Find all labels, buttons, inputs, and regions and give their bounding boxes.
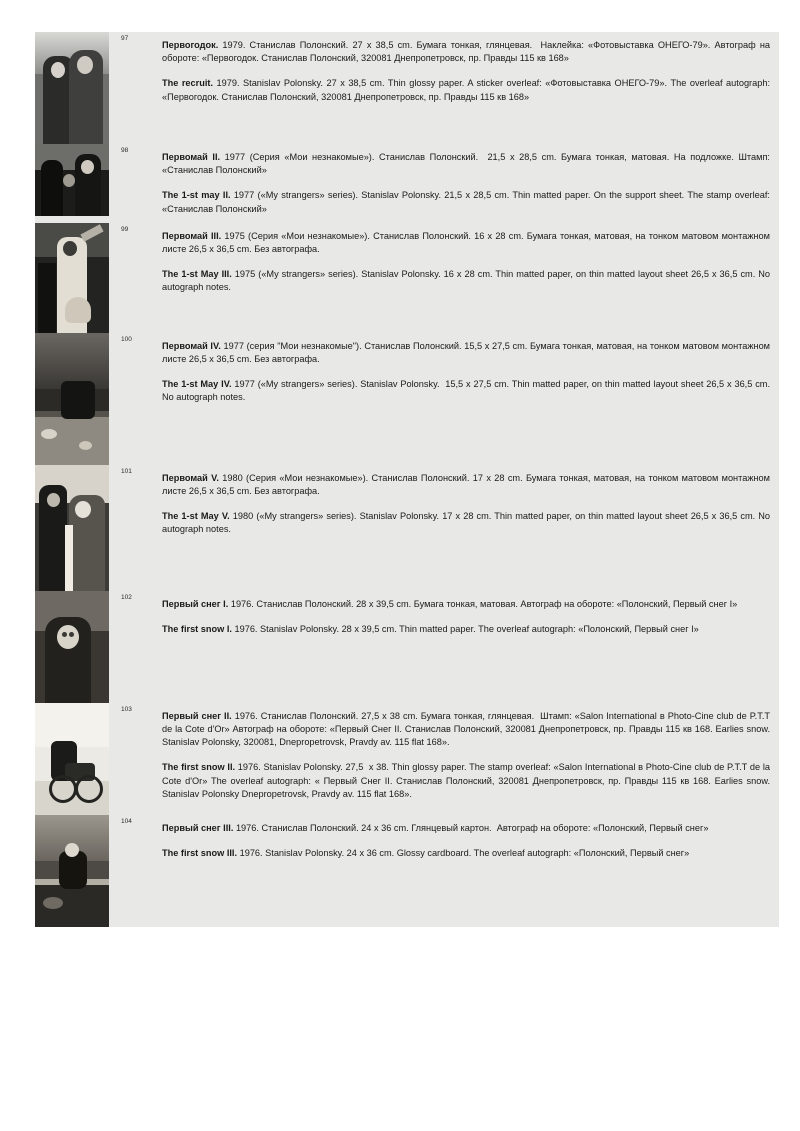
photo-face-right <box>81 160 94 174</box>
entry-description <box>152 32 779 144</box>
entry-title-ru: Первый снег I. <box>162 598 229 609</box>
photo-face-right <box>75 501 91 518</box>
catalog-number: 100 <box>119 333 152 465</box>
entry-description <box>152 591 779 703</box>
catalog-number: 104 <box>119 815 152 927</box>
entry-text-en: The 1-st May III. 1975 («My strangers» series). Stanislav Polonsky. 16 х 28 cm. Thin matted paper, on thin matted layout sheet 26,5 х 36,5 cm. No autograph notes. <box>162 269 771 293</box>
thumbnail-cell <box>35 223 119 333</box>
table-row <box>35 144 779 223</box>
entry-description <box>152 815 779 927</box>
entry-title-ru: Первый снег III. <box>162 822 234 833</box>
photo-snow-patch <box>43 897 63 909</box>
entry-description <box>152 703 779 815</box>
photo-face-center <box>57 625 79 649</box>
table-row <box>35 815 779 927</box>
photo-figure-center <box>61 381 95 419</box>
table-row <box>35 465 779 591</box>
entry-title-en: The 1-st May III. <box>162 269 232 280</box>
entry-title-en: The recruit. <box>162 78 213 89</box>
entry-text-ru: Первомай II. 1977 (Серия «Мои незнакомые»). Станислав Полонский. 21,5 х 28,5 cm. Бумага тонкая, матовая. На подложке. Штамп: «Станислав Полонский» <box>162 152 770 176</box>
photo-thumbnail-the-recruit[interactable] <box>35 32 109 144</box>
entry-title-ru: Первомай IV. <box>162 340 221 351</box>
photo-eye-left <box>62 632 67 637</box>
entry-title-en: The 1-st may II. <box>162 190 231 201</box>
entry-title-en: The first snow III. <box>162 848 238 859</box>
photo-stone-right <box>79 441 92 450</box>
thumbnail-cell <box>35 333 119 465</box>
catalog-number: 102 <box>119 591 152 703</box>
photo-eye-right <box>69 632 74 637</box>
thumbnail-cell <box>35 465 119 591</box>
table-row <box>35 32 779 144</box>
table-row <box>35 333 779 465</box>
table-row <box>35 223 779 333</box>
photo-figure-left <box>41 160 63 216</box>
catalog-number: 98 <box>119 144 152 223</box>
entry-title-ru: Первомай II. <box>162 152 221 162</box>
entry-title-en: The first snow II. <box>162 762 236 773</box>
entry-title-ru: Первомай V. <box>162 472 219 483</box>
photo-wheel-front <box>49 775 77 803</box>
table-row <box>35 703 779 815</box>
catalog-number: 97 <box>119 32 152 144</box>
thumbnail-cell <box>35 591 119 703</box>
photo-skirt <box>65 297 91 323</box>
entry-text-en: The first snow III. 1976. Stanislav Polonsky. 24 х 36 cm. Glossy cardboard. The overleaf autograph: «Полонский, Первый снег» <box>162 848 690 859</box>
catalog-table <box>35 32 779 927</box>
photo-thumbnail-first-snow-1[interactable] <box>35 591 109 703</box>
photo-face-left <box>51 62 65 78</box>
entry-text-ru: Первомай III. 1975 (Серия «Мои незнакомые»). Станислав Полонский. 16 х 28 cm. Бумага тонкая, матовая, на тонком матовом монтажном листе 26,5 х 36,5 cm. Без автографа. <box>162 230 770 255</box>
photo-thumbnail-1st-may-2[interactable] <box>35 144 109 216</box>
photo-face-right <box>77 56 93 74</box>
entry-title-ru: Первогодок. <box>162 40 219 50</box>
photo-thumbnail-first-snow-3[interactable] <box>35 815 109 927</box>
photo-face-left <box>47 493 60 507</box>
entry-text-en: The 1-st may II. 1977 («My strangers» series). Stanislav Polonsky. 21,5 х 28,5 cm. Thin matted paper. On the support sheet. The stamp overleaf: «Станислав Полонский» <box>162 190 770 214</box>
table-row <box>35 591 779 703</box>
entry-description <box>152 333 779 465</box>
entry-text-en: The 1-st May IV. 1977 («My strangers» series). Stanislav Polonsky. 15,5 х 27,5 cm. Thin matted paper, on thin matted layout sheet 26,5 х 36,5 cm. No autograph notes. <box>162 379 770 403</box>
photo-face-center <box>63 241 77 256</box>
entry-title-en: The first snow I. <box>162 624 232 635</box>
photo-stone-left <box>41 429 57 439</box>
catalog-body <box>35 32 779 927</box>
entry-text-ru: Первогодок. 1979. Станислав Полонский. 27 х 38,5 cm. Бумага тонкая, глянцевая. Наклейка: «Фотовыставка ОНЕГО-79». Автограф на обороте: «Первогодок. Станислав Полонский, 320081 Днепропетровск, пр. Правды 115 кв 168» <box>162 40 770 64</box>
photo-thumbnail-1st-may-4[interactable] <box>35 333 109 465</box>
entry-title-en: The 1-st May V. <box>162 511 230 522</box>
thumbnail-cell <box>35 703 119 815</box>
entry-text-ru: Первый снег III. 1976. Станислав Полонский. 24 х 36 cm. Глянцевый картон. Автограф на обороте: «Полонский, Первый снег» <box>162 822 709 833</box>
entry-title-ru: Первый снег II. <box>162 710 232 721</box>
photo-figure-left <box>38 263 56 333</box>
photo-face-center <box>65 843 79 857</box>
photo-face-left <box>63 174 75 187</box>
entry-description <box>152 144 779 223</box>
photo-thumbnail-1st-may-3[interactable] <box>35 223 109 333</box>
photo-flag-pole <box>65 525 73 591</box>
entry-description <box>152 465 779 591</box>
entry-text-en: The first snow I. 1976. Stanislav Polonsky. 28 х 39,5 cm. Thin matted paper. The overleaf autograph: «Полонский, Первый снег I» <box>162 624 699 635</box>
entry-text-ru: Первый снег II. 1976. Станислав Полонский. 27,5 х 38 cm. Бумага тонкая, глянцевая. Штамп: «Salon International в Photo-Cine club de P.T.T de la Cote d'Or» Автограф на обороте: «Первый Снег II. Станислав Полонский, 320081 Днепропетровск, пр. Правды 115 кв 168. Earlies snow. Stanislav Polonsky, 320081, Dnepropetrovsk, Pravdy av. 115 flat 168». <box>162 710 770 748</box>
entry-text-en: The 1-st May V. 1980 («My strangers» series). Stanislav Polonsky. 17 х 28 cm. Thin matted paper, on thin matted layout sheet 26,5 х 36,5 cm. No autograph notes. <box>162 511 770 535</box>
thumbnail-cell <box>35 815 119 927</box>
entry-text-en: The first snow II. 1976. Stanislav Polonsky. 27,5 х 38. Thin glossy paper. The stamp overleaf: «Salon International в Photo-Cine club de P.T.T de la Cote d'Or» The overleaf autograph: « Первый Снег II. Станислав Полонский, 320081 Днепропетровск, пр. Правды 115 кв 168. Earlies snow. Stanislav Polonsky Dnepropetrovsk, Pravdy av. 115 flat 168». <box>162 762 770 799</box>
entry-title-en: The 1-st May IV. <box>162 379 232 390</box>
entry-description <box>152 223 779 333</box>
catalog-number: 101 <box>119 465 152 591</box>
catalog-number: 103 <box>119 703 152 815</box>
entry-text-ru: Первомай V. 1980 (Серия «Мои незнакомые»). Станислав Полонский. 17 х 28 cm. Бумага тонкая, матовая, на тонком матовом монтажном листе 26,5 х 36,5 cm. Без автографа. <box>162 472 770 497</box>
photo-thumbnail-first-snow-2[interactable] <box>35 703 109 815</box>
photo-thumbnail-1st-may-5[interactable] <box>35 465 109 591</box>
entry-text-en: The recruit. 1979. Stanislav Polonsky. 27 х 38,5 cm. Thin glossy paper. A sticker overleaf: «Фотовыставка ОНЕГО-79». The overleaf autograph: «Первогодок. Станислав Полонский, 320081 Днепропетровск, пр. Правды 115 кв 168» <box>162 78 770 102</box>
thumbnail-cell <box>35 144 119 223</box>
photo-foreground <box>35 417 109 465</box>
entry-text-ru: Первый снег I. 1976. Станислав Полонский. 28 х 39,5 cm. Бумага тонкая, матовая. Автограф на обороте: «Полонский, Первый снег I» <box>162 598 738 609</box>
photo-wheel-rear <box>75 775 103 803</box>
thumbnail-cell <box>35 32 119 144</box>
catalog-number: 99 <box>119 223 152 333</box>
entry-text-ru: Первомай IV. 1977 (серия "Мои незнакомые"). Станислав Полонский. 15,5 х 27,5 cm. Бумага тонкая, матовая, на тонком матовом монтажном листе 26,5 х 36,5 cm. Без автографа. <box>162 340 770 365</box>
entry-title-ru: Первомай III. <box>162 230 222 241</box>
